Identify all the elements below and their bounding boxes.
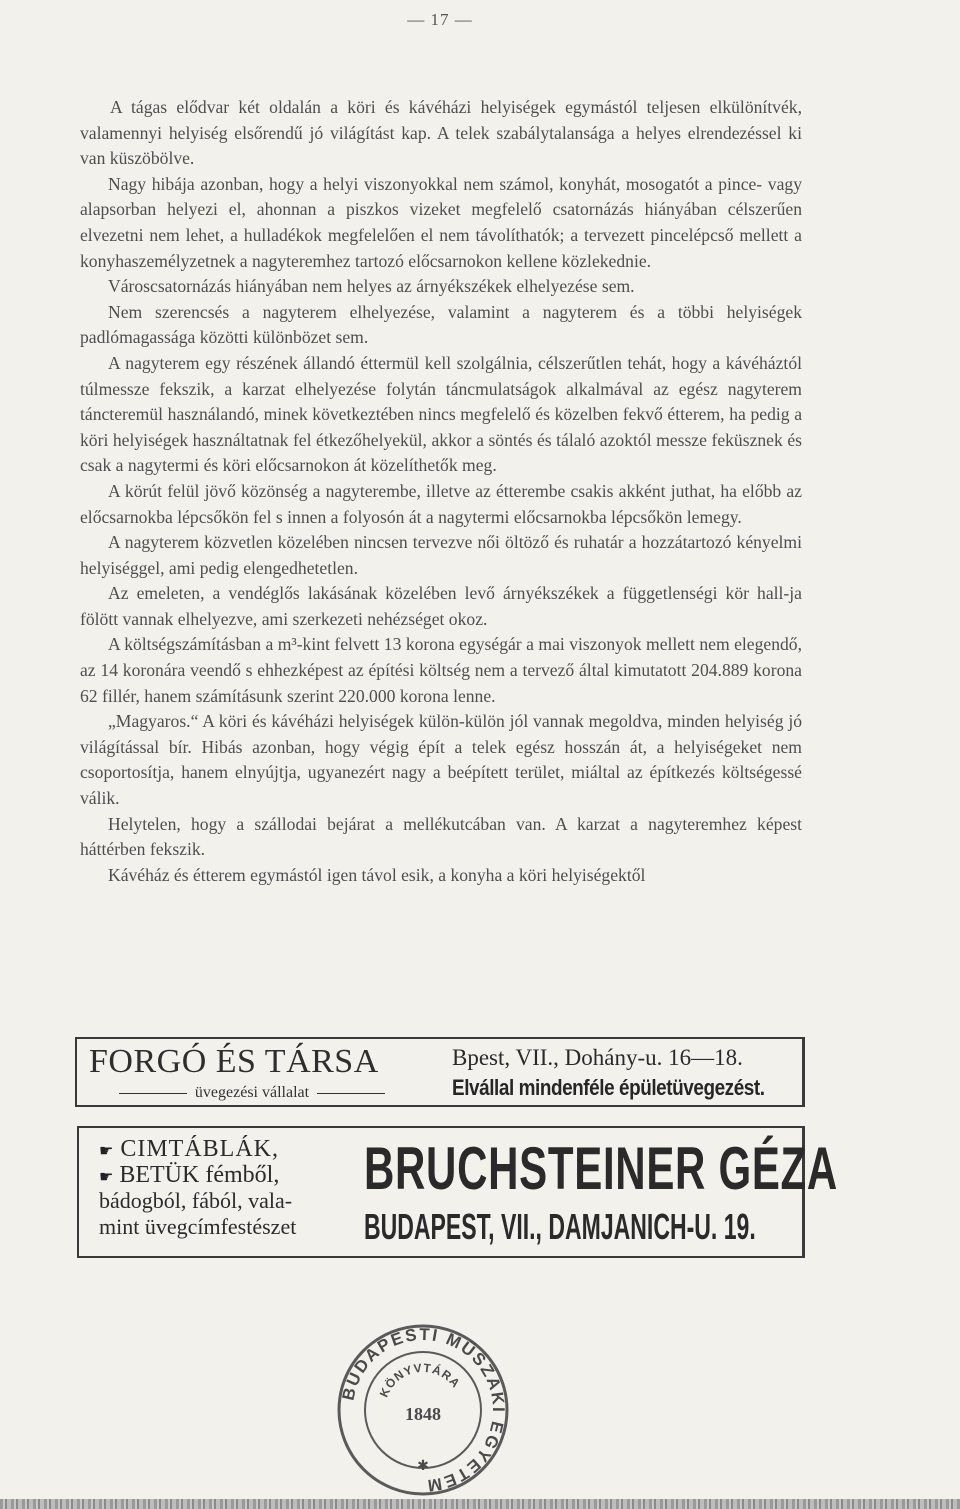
pointing-hand-icon: ☛ <box>99 1169 114 1186</box>
paragraph: Nagy hibája azonban, hogy a helyi viszonyokkal nem számol, konyhát, mosogatót a pince- vagy alapsorban helyezi el, ahonnan a piszkos vizeket megfelelő csatornázás hiányában célszerűen elvezetni nem lehet, a hulladékok megfelelően el nem távolíthatók; a tervezett pincelépcső mellett a konyhaszemélyzetnek a nagyteremhez tartozó előcsarnokon kellene közlekednie. <box>80 173 802 271</box>
paragraph: Helytelen, hogy a szállodai bejárat a mellékutcában van. A karzat a nagyteremhez képest háttérben fekszik. <box>80 813 802 860</box>
article-body <box>80 95 802 888</box>
ad-line-2-text: BETÜK fémből, <box>119 1162 280 1188</box>
stamp-inner-text: KÖNYVTÁRA <box>376 1360 464 1400</box>
ad-company-subtitle: üvegezési vállalat <box>87 1084 417 1102</box>
ad-company-name: BRUCHSTEINER GÉZA <box>364 1135 838 1202</box>
advertisement-forgo <box>75 1037 805 1107</box>
stamp-outer-text: BUDAPESTI MŰSZAKI EGYETEM <box>338 1324 509 1496</box>
ad-address: BUDAPEST, VII., DAMJANICH-U. 19. <box>364 1206 756 1247</box>
ad-line-3: bádogból, fából, vala- <box>99 1188 293 1213</box>
ad-company-name: FORGÓ ÉS TÁRSA <box>89 1043 379 1080</box>
paragraph: Az emeleten, a vendéglős lakásának közelében levő árnyékszékek a függetlenségi kör hall-ja fölött vannak elhelyezve, ami szerkezeti nehézséget okoz. <box>80 583 802 629</box>
paragraph: A nagyterem közvetlen közelében nincsen tervezve női öltöző és ruhatár a hozzátartozó kényelmi helyiséggel, ami pedig elengedhetetlen. <box>80 532 802 578</box>
ad-service: Elvállal mindenféle épületüvegezést. <box>452 1075 765 1100</box>
ad-line-2 <box>99 1162 279 1189</box>
ad-address: Bpest, VII., Dohány-u. 16—18. <box>452 1045 743 1070</box>
scan-edge-strip <box>0 1499 960 1509</box>
page-number: — 17 — <box>407 10 473 29</box>
stamp-year: 1848 <box>405 1404 441 1424</box>
paragraph: Városcsatornázás hiányában nem helyes az árnyékszékek elhelyezése sem. <box>108 276 635 297</box>
svg-text:KÖNYVTÁRA <box>377 1361 464 1400</box>
paragraph: A költségszámításban a m³-kint felvett 13 korona egységár a mai viszonyok mellett nem elegendő, az 14 koronára veendő s ehhezképest az építési költség nem a tervező által kimutatott 204.889 korona 62 fillér, hanem számításunk szerint 220.000 korona lenne. <box>80 634 802 706</box>
library-stamp-icon <box>333 1320 513 1500</box>
paragraph: A nagyterem egy részének állandó éttermül kell szolgálnia, célszerűtlen tehát, hogy a kávéháztól túlmessze fekszik, a karzat elhelyezése folytán táncmulatságok alkalmával az egész nagyterem táncteremül használandó, minek következtében nincs megfelelő és közelben fekvő étterem, ha pedig a köri helyiségek használtatnak fel étkezőhelyekül, akkor a söntés és tálaló azoktól messze feküsznek és csak a nagytermi és köri előcsarnokon át közelíthetők meg. <box>80 352 802 476</box>
ad-line-1 <box>99 1136 279 1163</box>
ad-line-1-text: CIMTÁBLÁK, <box>120 1136 280 1162</box>
pointing-hand-icon: ☛ <box>99 1143 115 1160</box>
paragraph: „Magyaros.“ A köri és kávéházi helyiségek külön-külön jól vannak megoldva, minden helyiség jó világítással bír. Hibás azonban, hogy végig épít a telek egész hosszán át, a helyiségeket nem csoportosítja, hanem elnyújtja, ugyanezért nagy a beépített terület, miáltal az építkezés költségessé válik. <box>80 711 802 809</box>
stamp-star-icon: ✱ <box>417 1458 429 1474</box>
ad-line-4: mint üvegcímfestészet <box>99 1214 297 1239</box>
paragraph: Nem szerencsés a nagyterem elhelyezése, valamint a nagyterem és a többi helyiségek padlómagassága közötti különbözet sem. <box>80 301 802 348</box>
advertisement-bruchsteiner <box>77 1126 838 1258</box>
paragraph: A tágas elődvar két oldalán a köri és kávéházi helyiségek egymástól teljesen elkülönítvék, valamennyi helyiség elsőrendű jó világítást kap. A telek szabálytalansága a helyes elrendezéssel ki van küszöbölve. <box>80 97 802 169</box>
paragraph: A körút felül jövő közönség a nagyterembe, illetve az étterembe csakis akként juthat, ha előbb az előcsarnokba lépcsőkön fel s innen a folyosón át a nagytermi előcsarnokba lépcsőkön lemegy. <box>80 480 802 527</box>
paragraph: Kávéház és étterem egymástól igen távol esik, a konyha a köri helyiségektől <box>108 864 646 885</box>
